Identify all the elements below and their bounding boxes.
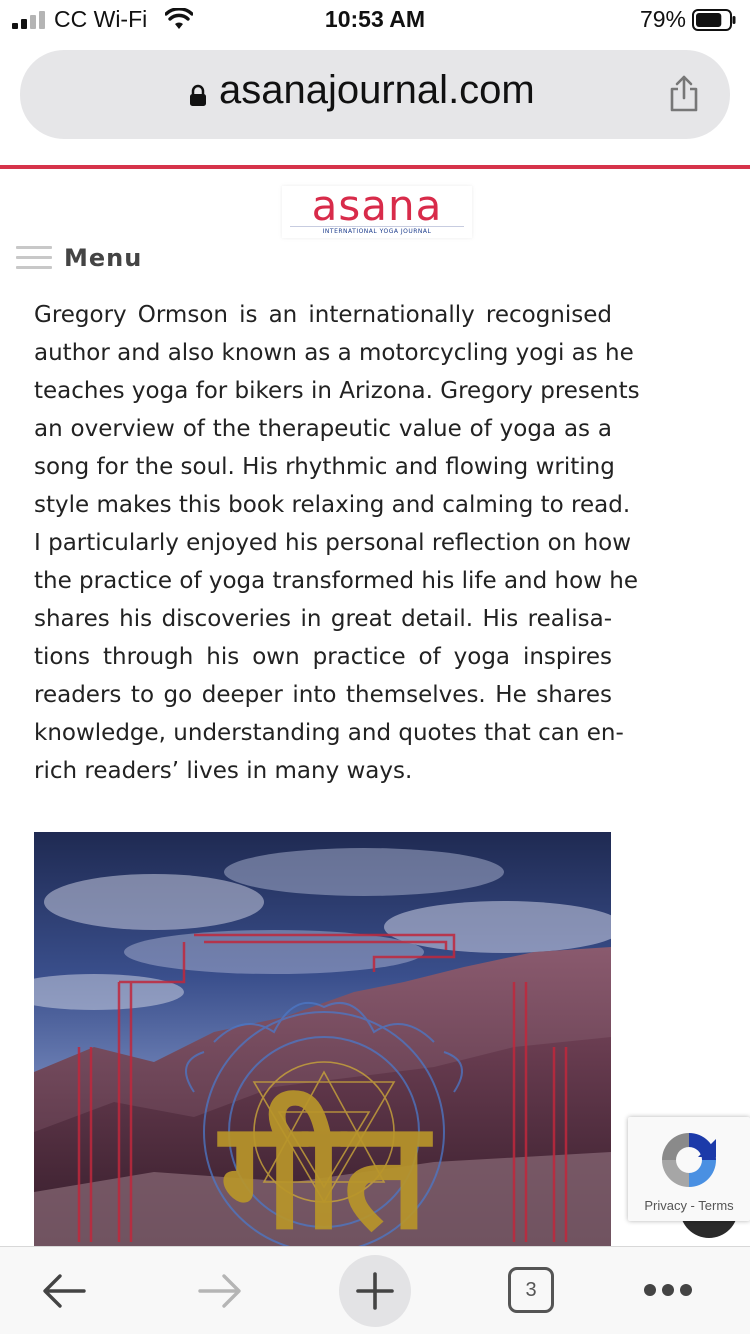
new-tab-button[interactable] xyxy=(339,1255,411,1327)
article-line: knowledge, understanding and quotes that can en- xyxy=(34,720,624,746)
book-cover-illustration xyxy=(34,832,611,1246)
share-icon[interactable] xyxy=(668,74,700,112)
article-line: song for the soul. His rhythmic and flowing writing xyxy=(34,454,615,480)
article-line: readers to go deeper into themselves. He shares xyxy=(34,682,612,708)
article-line: style makes this book relaxing and calming to read. xyxy=(34,492,631,518)
plus-icon xyxy=(355,1271,395,1311)
logo-tagline: INTERNATIONAL YOGA JOURNAL xyxy=(290,226,464,237)
address-bar[interactable] xyxy=(20,50,730,139)
menu-toggle[interactable] xyxy=(16,242,146,276)
tab-switcher-button[interactable]: 3 xyxy=(508,1267,554,1313)
article-line: teaches yoga for bikers in Arizona. Gregory presents xyxy=(34,378,640,404)
article-line: tions through his own practice of yoga inspires xyxy=(34,644,612,670)
carrier-name: CC Wi-Fi xyxy=(54,6,148,32)
back-arrow-icon[interactable] xyxy=(40,1271,88,1311)
recaptcha-icon xyxy=(656,1127,722,1193)
lock-icon xyxy=(189,84,207,106)
battery-icon xyxy=(692,9,736,31)
site-logo[interactable] xyxy=(282,181,472,238)
url-text[interactable]: asanajournal.com xyxy=(219,68,535,112)
article-line: I particularly enjoyed his personal reflection on how xyxy=(34,530,632,556)
hamburger-icon xyxy=(16,246,52,272)
recaptcha-links[interactable]: Privacy - Terms xyxy=(644,1198,734,1213)
article-line: Gregory Ormson is an internationally recognised xyxy=(34,302,612,328)
clock: 10:53 AM xyxy=(324,6,426,32)
article-line: author and also known as a motorcycling yogi as he xyxy=(34,340,634,366)
cover-title-glyphs: गीत xyxy=(219,1089,429,1246)
logo-wordmark: asana xyxy=(311,181,443,230)
menu-label: Menu xyxy=(64,244,143,272)
article-line: rich readers’ lives in many ways. xyxy=(34,758,413,784)
more-icon[interactable] xyxy=(644,1281,700,1297)
book-cover-image xyxy=(34,832,611,1246)
article-line: shares his discoveries in great detail. His realisa- xyxy=(34,606,612,632)
recaptcha-badge[interactable] xyxy=(628,1117,750,1221)
article-line: the practice of yoga transformed his life and how he xyxy=(34,568,639,594)
header-divider xyxy=(0,165,750,169)
battery-percentage: 79% xyxy=(639,6,686,32)
browser-toolbar xyxy=(0,1246,750,1334)
forward-arrow-icon[interactable] xyxy=(196,1271,244,1311)
article-body xyxy=(34,296,640,790)
article-line: an overview of the therapeutic value of yoga as a xyxy=(34,416,612,442)
status-bar xyxy=(0,0,750,40)
